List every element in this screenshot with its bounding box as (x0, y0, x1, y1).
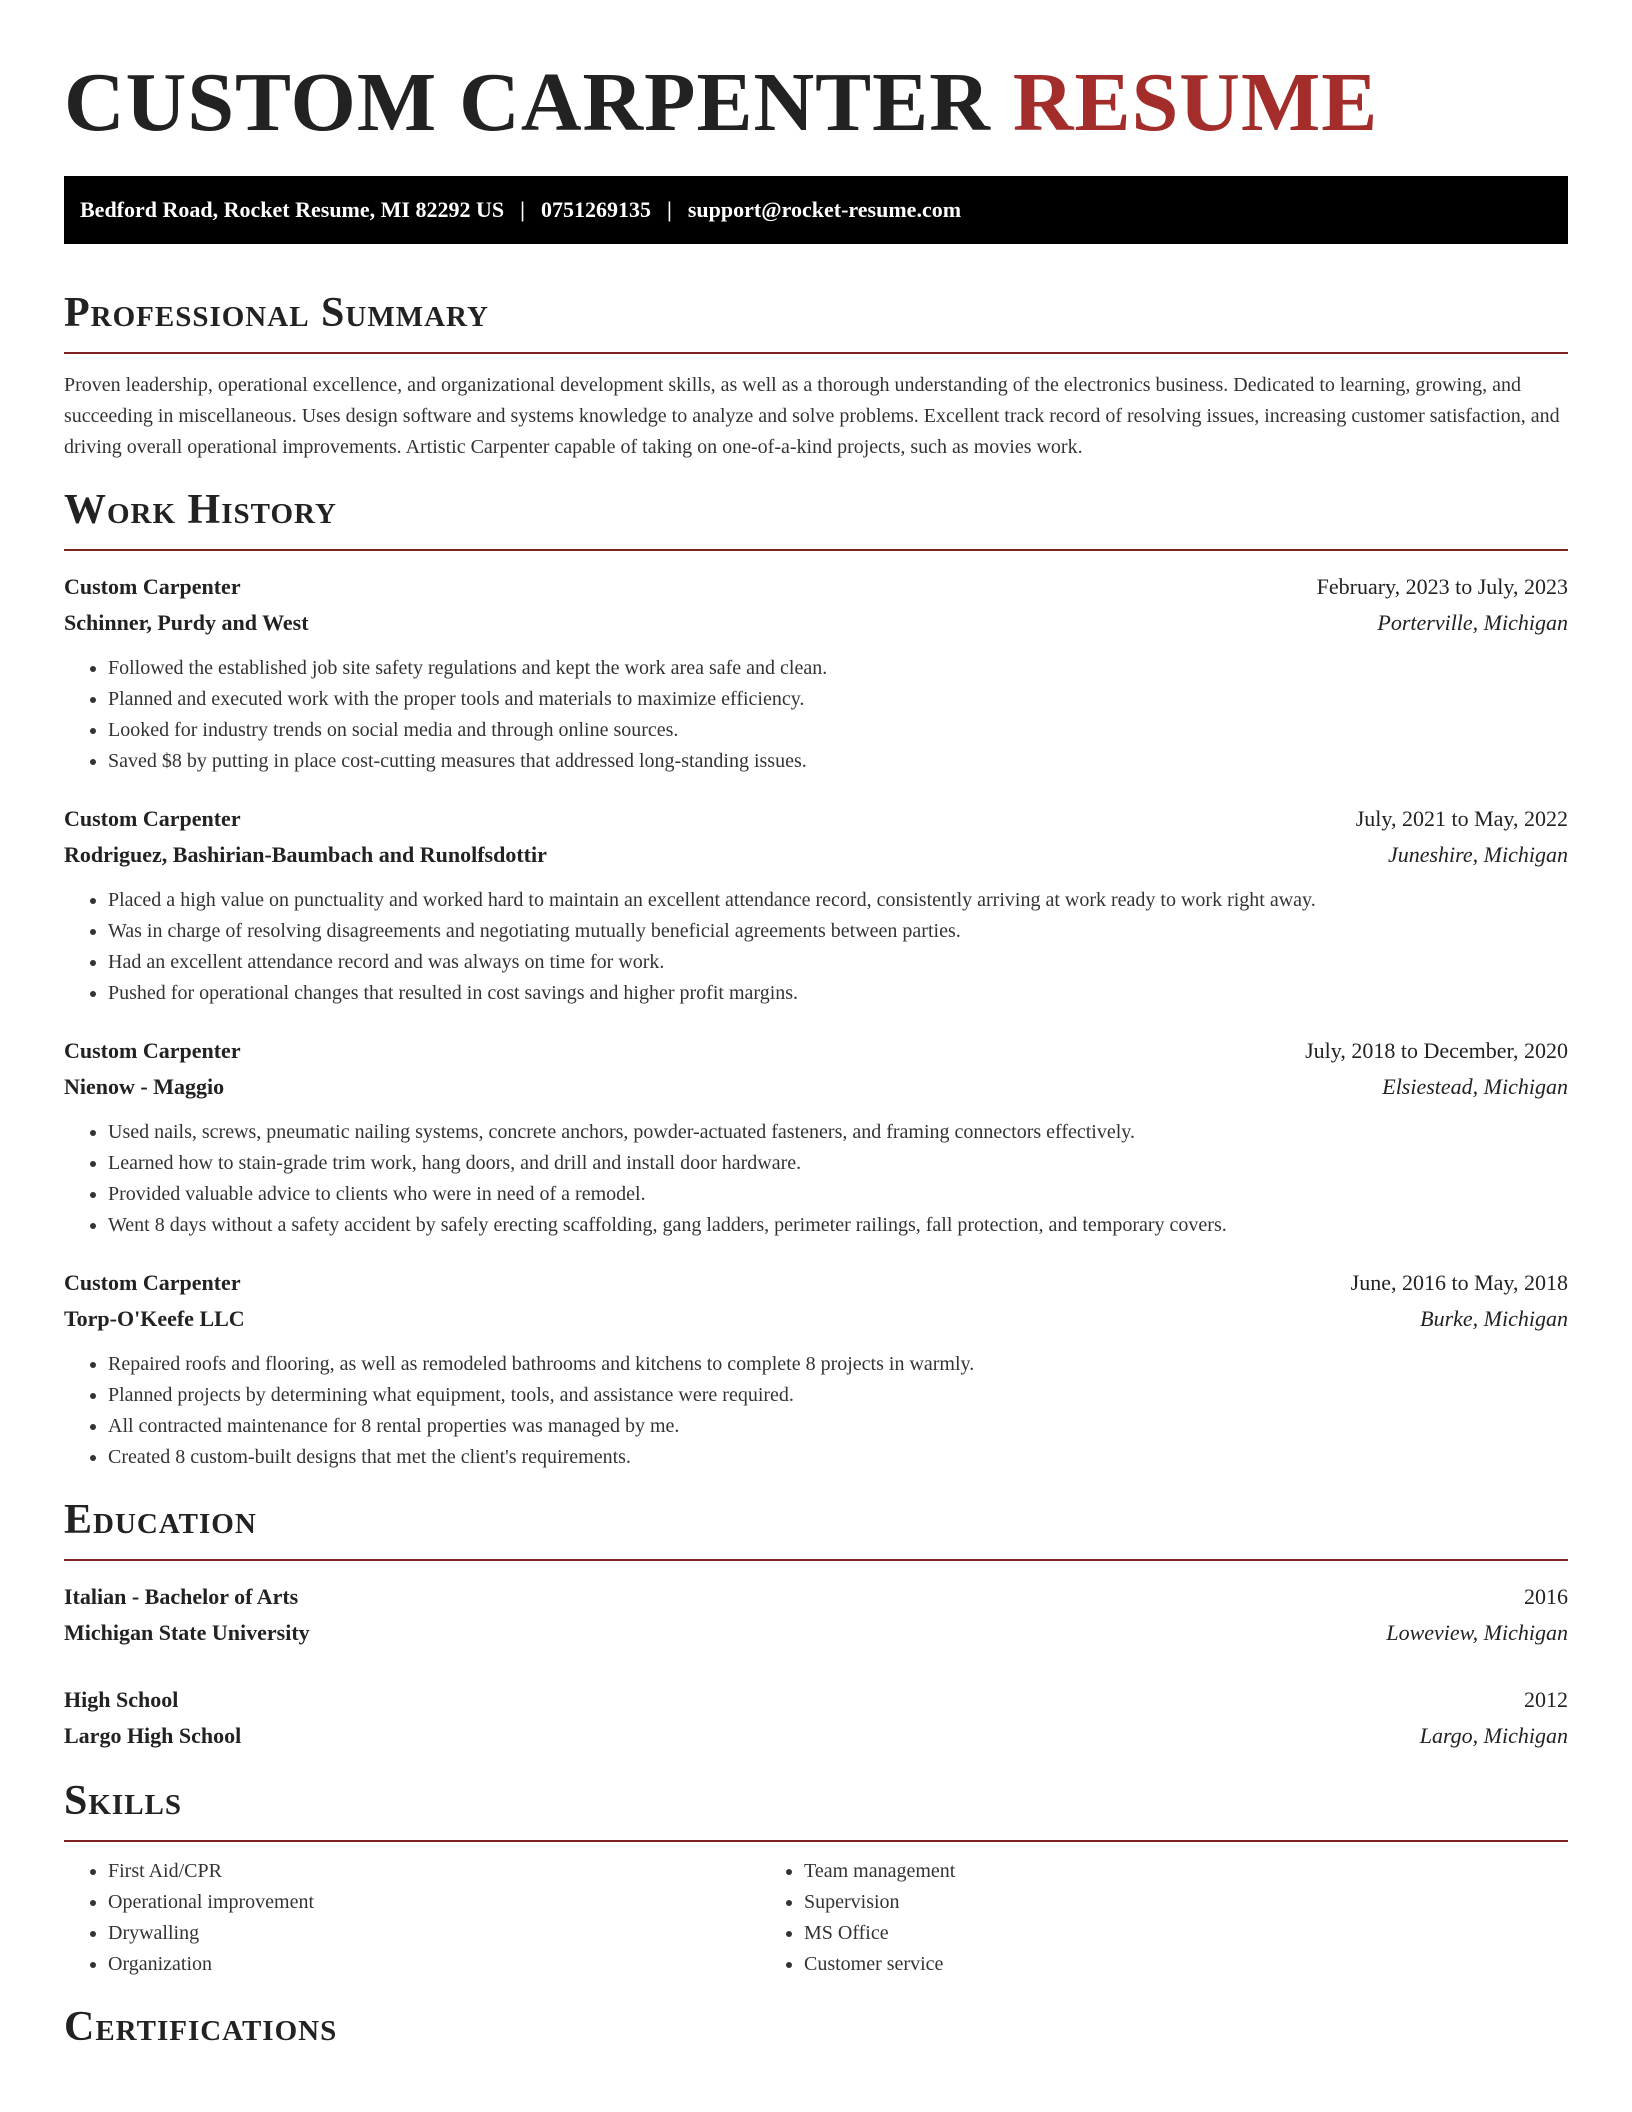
job-dates: February, 2023 to July, 2023 (1316, 574, 1568, 599)
education-degree: High School (64, 1687, 179, 1712)
list-item: • Followed the established job site safety regulations and kept the work area safe and clean. (108, 653, 1568, 684)
section-title-skills: Skills (64, 1778, 183, 1824)
section-title-education: Education (64, 1497, 257, 1543)
contact-email[interactable]: support@rocket-resume.com (687, 197, 962, 222)
job-location: Juneshire, Michigan (1387, 842, 1568, 867)
resume-title (64, 0, 1568, 152)
education-year: 2016 (1524, 1584, 1568, 1609)
summary-text: Proven leadership, operational excellence, and organizational development skills, as well as a thorough understanding of the electronics business. Dedicated to learning, growing, and succeeding in miscellaneous. Uses design software and systems knowledge to analyze and solve problems. Excellent track record of resolving issues, increasing customer satisfaction, and driving overall operational improvements. Artistic Carpenter capable of taking on one-of-a-kind projects, such as movies work. (64, 374, 1560, 458)
section-title-certifications: Certifications (64, 2004, 338, 2050)
job-dates: July, 2018 to December, 2020 (1305, 1038, 1568, 1063)
section-divider (64, 1840, 1568, 1842)
education-school: Largo High School (64, 1723, 242, 1748)
section-title-summary: Professional Summary (64, 290, 489, 336)
education-header (64, 1682, 1568, 1718)
summary-section (64, 288, 1568, 463)
list-item: • Placed a high value on punctuality and worked hard to maintain an excellent attendance record, consistently arriving at work ready to work right away. (108, 885, 1568, 916)
job-title: Custom Carpenter (64, 806, 241, 831)
job-dates: July, 2021 to May, 2022 (1355, 806, 1568, 831)
job-company: Rodriguez, Bashirian-Baumbach and Runolfsdottir (64, 842, 547, 867)
education-school: Michigan State University (64, 1620, 310, 1645)
contact-phone[interactable]: 0751269135 (540, 197, 651, 222)
job-header (64, 1033, 1568, 1069)
job-entry (64, 1033, 1568, 1241)
education-section (64, 1495, 1568, 1754)
list-item: • Used nails, screws, pneumatic nailing systems, concrete anchors, powder-actuated fasteners, and framing connectors effectively. (108, 1117, 1568, 1148)
job-title: Custom Carpenter (64, 1270, 241, 1295)
skill-item: • Team management (804, 1856, 1456, 1887)
education-location: Largo, Michigan (1419, 1723, 1568, 1748)
job-subheader (64, 837, 1568, 873)
job-bullets (64, 1349, 1568, 1473)
list-item: • Repaired roofs and flooring, as well as remodeled bathrooms and kitchens to complete 8 projects in warmly. (108, 1349, 1568, 1380)
contact-address: Bedford Road, Rocket Resume, MI 82292 US (80, 197, 505, 222)
job-company: Torp-O'Keefe LLC (64, 1306, 245, 1331)
job-bullets (64, 1117, 1568, 1241)
contact-separator: | (520, 197, 525, 222)
work-history-section (64, 485, 1568, 1473)
list-item: • Learned how to stain-grade trim work, hang doors, and drill and install door hardware. (108, 1148, 1568, 1179)
job-company: Schinner, Purdy and West (64, 610, 309, 635)
skill-item: • Operational improvement (108, 1887, 760, 1918)
job-title: Custom Carpenter (64, 574, 241, 599)
job-dates: June, 2016 to May, 2018 (1350, 1270, 1568, 1295)
skill-item: • MS Office (804, 1918, 1456, 1949)
education-header (64, 1579, 1568, 1615)
skill-item: • Organization (108, 1949, 760, 1980)
skills-grid (64, 1856, 1568, 1980)
list-item: • Pushed for operational changes that resulted in cost savings and higher profit margins. (108, 978, 1568, 1009)
list-item: • Saved $8 by putting in place cost-cutting measures that addressed long-standing issues. (108, 746, 1568, 777)
job-title: Custom Carpenter (64, 1038, 241, 1063)
skill-item: • Drywalling (108, 1918, 760, 1949)
section-divider (64, 1559, 1568, 1561)
list-item: • Was in charge of resolving disagreements and negotiating mutually beneficial agreements between parties. (108, 916, 1568, 947)
list-item: • Provided valuable advice to clients who were in need of a remodel. (108, 1179, 1568, 1210)
education-subheader (64, 1718, 1568, 1754)
job-subheader (64, 1069, 1568, 1105)
education-location: Loweview, Michigan (1386, 1620, 1568, 1645)
job-bullets (64, 885, 1568, 1009)
title-accent: RESUME (1012, 56, 1379, 149)
list-item: • All contracted maintenance for 8 rental properties was managed by me. (108, 1411, 1568, 1442)
skills-section (64, 1776, 1568, 1980)
education-year: 2012 (1524, 1687, 1568, 1712)
skill-item: • Customer service (804, 1949, 1456, 1980)
contact-bar (64, 176, 1568, 244)
section-divider (64, 549, 1568, 551)
job-header (64, 1265, 1568, 1301)
job-entry (64, 569, 1568, 777)
section-title-work-history: Work History (64, 487, 337, 533)
job-header (64, 569, 1568, 605)
skill-item: • First Aid/CPR (108, 1856, 760, 1887)
list-item: • Created 8 custom-built designs that met the client's requirements. (108, 1442, 1568, 1473)
certifications-section (64, 2002, 1568, 2052)
list-item: • Had an excellent attendance record and was always on time for work. (108, 947, 1568, 978)
job-entry (64, 801, 1568, 1009)
job-location: Burke, Michigan (1420, 1306, 1568, 1331)
skills-list-left (64, 1856, 760, 1980)
job-subheader (64, 1301, 1568, 1337)
education-entry (64, 1579, 1568, 1651)
section-divider (64, 352, 1568, 354)
skill-item: • Supervision (804, 1887, 1456, 1918)
education-degree: Italian - Bachelor of Arts (64, 1584, 299, 1609)
job-subheader (64, 605, 1568, 641)
job-location: Porterville, Michigan (1377, 610, 1568, 635)
skills-list-right (760, 1856, 1456, 1980)
contact-separator: | (666, 197, 672, 222)
job-location: Elsiestead, Michigan (1382, 1074, 1568, 1099)
title-main: CUSTOM CARPENTER (64, 56, 991, 149)
list-item: • Looked for industry trends on social media and through online sources. (108, 715, 1568, 746)
education-subheader (64, 1615, 1568, 1651)
job-bullets (64, 653, 1568, 777)
job-company: Nienow - Maggio (64, 1074, 225, 1099)
list-item: • Planned projects by determining what equipment, tools, and assistance were required. (108, 1380, 1568, 1411)
list-item: • Went 8 days without a safety accident by safely erecting scaffolding, gang ladders, perimeter railings, fall protection, and temporary covers. (108, 1210, 1568, 1241)
job-entry (64, 1265, 1568, 1473)
list-item: • Planned and executed work with the proper tools and materials to maximize efficiency. (108, 684, 1568, 715)
job-header (64, 801, 1568, 837)
education-entry (64, 1682, 1568, 1754)
